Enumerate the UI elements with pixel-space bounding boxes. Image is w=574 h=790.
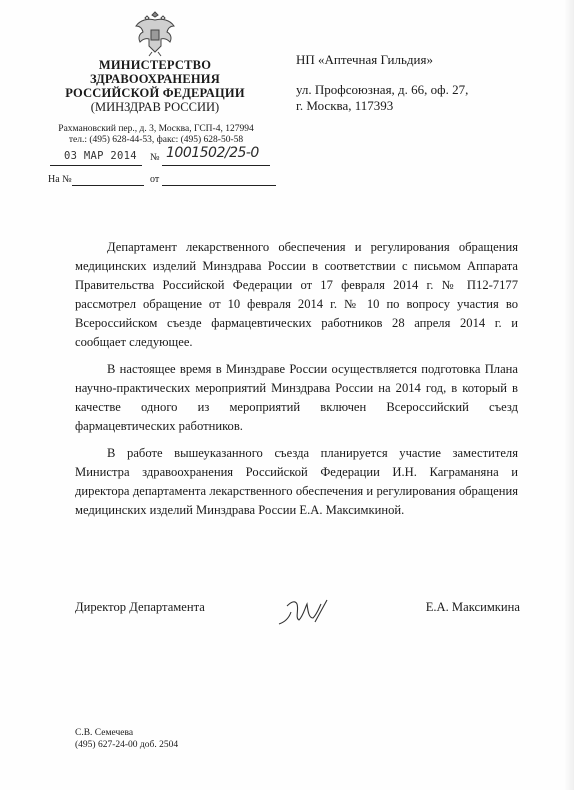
executor-info — [75, 727, 178, 751]
reference-number-underline — [72, 185, 144, 186]
recipient-block — [296, 52, 556, 114]
reference-date-label: от — [150, 174, 160, 185]
body-paragraph: В работе вышеуказанного съезда планируется участие заместителя Министра здравоохранения Российской Федерации И.Н. Каграманяна и директора департамента лекарственного обеспечения и регулирования обращения медицинских изделий Минздрава России Е.А. Максимкиной. — [75, 446, 518, 517]
ministry-name-line: МИНИСТЕРСТВО — [98, 58, 212, 72]
executor-name: С.В. Семечева — [75, 728, 134, 738]
signature-block — [75, 600, 520, 640]
registration-line — [50, 145, 270, 170]
reference-date-underline — [162, 185, 276, 186]
reg-number-underline — [162, 165, 270, 166]
ministry-contacts-line: тел.: (495) 628-44-53, факс: (495) 628-50-58 — [68, 135, 244, 145]
recipient-city-line: г. Москва, 117393 — [296, 98, 394, 113]
date-underline — [50, 165, 142, 166]
reference-line — [48, 174, 278, 188]
double-headed-eagle-emblem-icon — [130, 8, 180, 58]
executor-phone: (495) 627-24-00 доб. 2504 — [75, 740, 179, 750]
stamp-date: 03 МАР 2014 — [64, 150, 137, 162]
scan-edge-shadow — [564, 0, 574, 790]
ministry-short-name: (МИНЗДРАВ РОССИИ) — [90, 100, 220, 114]
ministry-name-line: ЗДРАВООХРАНЕНИЯ — [90, 72, 220, 86]
reference-number-label: На № — [48, 174, 72, 185]
reg-number-label: № — [150, 152, 160, 163]
signatory-name: Е.А. Максимкина — [425, 600, 520, 614]
ministry-name-line: РОССИЙСКОЙ ФЕДЕРАЦИИ — [65, 86, 245, 100]
body-paragraph: В настоящее время в Минздраве России осуществляется подготовка Плана научно-практических мероприятий Минздрава России на 2014 год, в который в качестве одного из мероприятий включен Всероссийский съезд фармацевтических работников. — [75, 362, 518, 433]
letter-body — [75, 238, 518, 528]
body-paragraph: Департамент лекарственного обеспечения и регулирования обращения медицинских изделий Минздрава России в соответствии с письмом Аппарата Правительства Российской Федерации от 17 февраля 2014 г. № П12-7177 рассмотрел обращение от 10 февраля 2014 г. № 10 по вопросу участия во Всероссийском съезде фармацевтических работников 28 апреля 2014 г. и сообщает следующее. — [75, 240, 518, 349]
ministry-name — [60, 58, 250, 114]
signatory-position: Директор Департамента — [75, 600, 205, 614]
recipient-org: НП «Аптечная Гильдия» — [296, 52, 433, 67]
recipient-address-line: ул. Профсоюзная, д. 66, оф. 27, — [296, 82, 469, 97]
handwritten-signature-icon — [275, 594, 335, 628]
ministry-address-line: Рахмановский пер., д. 3, Москва, ГСП-4, 127994 — [58, 124, 254, 134]
ministry-address — [52, 124, 260, 146]
reg-number: 1001502/25-0 — [166, 145, 259, 161]
